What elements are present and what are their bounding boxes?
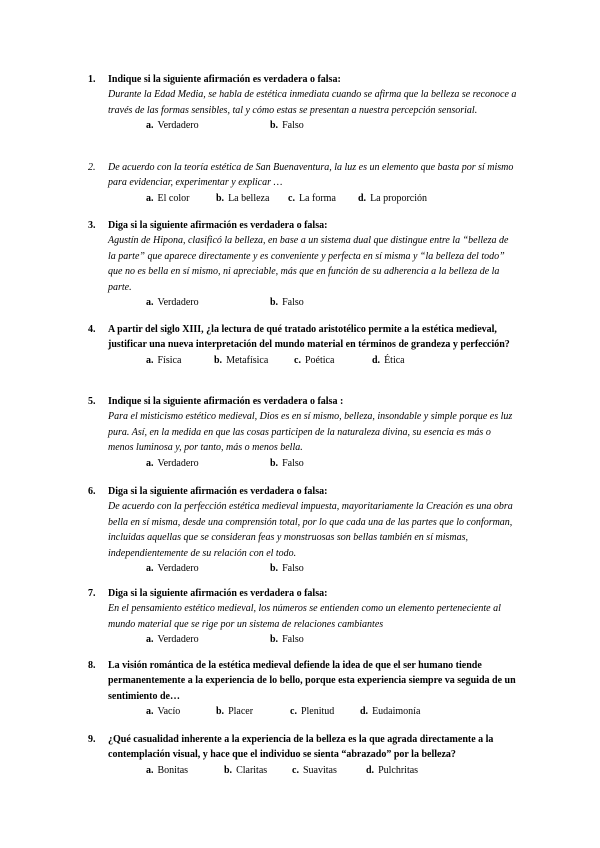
option-label: El color xyxy=(157,192,190,204)
option-letter: a. xyxy=(146,354,154,366)
question-number: 4. xyxy=(88,324,96,335)
option-letter: b. xyxy=(270,120,279,132)
option-letter: b. xyxy=(224,764,233,776)
answer-options xyxy=(128,353,518,368)
option-label: Bonitas xyxy=(157,764,189,776)
question-number: 2. xyxy=(88,162,96,173)
option-letter: b. xyxy=(216,706,225,718)
question-9 xyxy=(88,732,518,778)
option-letter: b. xyxy=(270,297,279,309)
option-b[interactable] xyxy=(270,118,304,133)
option-letter: c. xyxy=(290,706,297,718)
question-heading: Indique si la siguiente afirmación es verdadera o falsa : xyxy=(108,396,344,407)
option-label: La forma xyxy=(298,192,336,204)
option-letter: b. xyxy=(216,192,225,204)
option-b[interactable] xyxy=(214,353,268,368)
option-b[interactable] xyxy=(224,763,267,778)
question-statement: En el pensamiento estético medieval, los números se entienden como un elemento perteneciente al mundo material que se rige por un sistema de relaciones cambiantes xyxy=(108,603,501,630)
option-letter: b. xyxy=(270,563,279,575)
question-statement: Agustín de Hipona, clasificó la belleza, en base a un sistema dual que distingue entre la “belleza de la parte” que aparece directamente y es conveniente y perfecta en sí misma y “la belleza del todo” que no es bella en sí mismo, ni apreciable, más que en función de su adherencia a la belleza de la parte. xyxy=(108,235,509,293)
option-label: Suavitas xyxy=(302,764,337,776)
answer-options xyxy=(128,704,518,719)
option-b[interactable] xyxy=(270,561,304,576)
option-letter: c. xyxy=(288,192,295,204)
option-b[interactable] xyxy=(270,456,304,471)
question-4 xyxy=(88,322,518,368)
question-heading: De acuerdo con la teoría estética de San Buenaventura, la luz es un elemento que basta por sí mismo para evidenciar, experimentar y explicar … xyxy=(108,162,514,189)
option-d[interactable] xyxy=(372,353,405,368)
option-a[interactable] xyxy=(146,353,181,368)
option-label: Verdadero xyxy=(157,297,199,309)
option-label: Pulchritas xyxy=(378,764,419,776)
question-number: 5. xyxy=(88,396,96,407)
answer-options xyxy=(128,191,518,206)
option-c[interactable] xyxy=(294,353,334,368)
question-heading: Diga si la siguiente afirmación es verdadera o falsa: xyxy=(108,220,328,231)
option-label: Plenitud xyxy=(300,706,335,718)
option-letter: a. xyxy=(146,563,154,575)
option-label: Falso xyxy=(282,297,304,309)
question-number: 8. xyxy=(88,660,96,671)
option-letter: a. xyxy=(146,192,154,204)
question-5 xyxy=(88,394,518,471)
option-letter: d. xyxy=(366,764,375,776)
question-heading: Diga si la siguiente afirmación es verdadera o falsa: xyxy=(108,588,328,599)
option-label: Falso xyxy=(282,120,304,132)
option-letter: d. xyxy=(360,706,369,718)
answer-options xyxy=(128,632,518,647)
option-a[interactable] xyxy=(146,456,199,471)
option-label: Vacío xyxy=(157,706,181,718)
option-label: Física xyxy=(157,354,182,366)
option-label: Verdadero xyxy=(157,634,199,646)
option-b[interactable] xyxy=(216,704,253,719)
option-letter: a. xyxy=(146,634,154,646)
option-label: Placer xyxy=(228,706,254,718)
option-label: Verdadero xyxy=(157,457,199,469)
option-d[interactable] xyxy=(358,191,427,206)
option-letter: a. xyxy=(146,120,154,132)
option-letter: a. xyxy=(146,706,154,718)
option-a[interactable] xyxy=(146,191,189,206)
option-label: La proporción xyxy=(370,192,427,204)
answer-options xyxy=(128,118,518,133)
question-statement: De acuerdo con la perfección estética medieval impuesta, mayoritariamente la Creación es una obra bella en sí misma, desde una comprensión total, por lo que cada una de las partes que lo conforman, incluidas aquellas que se consideran feas y monstruosas son bellas también en sí mismas, independientemente de su relación con el todo. xyxy=(108,501,513,559)
question-number: 3. xyxy=(88,220,96,231)
option-label: Falso xyxy=(282,563,304,575)
option-c[interactable] xyxy=(290,704,334,719)
question-number: 7. xyxy=(88,588,96,599)
option-label: Verdadero xyxy=(157,563,199,575)
answer-options xyxy=(128,295,518,310)
question-heading: Indique si la siguiente afirmación es verdadera o falsa: xyxy=(108,74,341,85)
question-1 xyxy=(88,72,518,133)
option-a[interactable] xyxy=(146,763,188,778)
option-d[interactable] xyxy=(366,763,418,778)
question-heading: ¿Qué casualidad inherente a la experiencia de la belleza es la que agrada directamente a la contemplación visual, y hace que el individuo se sienta “abrazado” por la belleza? xyxy=(108,734,494,761)
option-label: Falso xyxy=(282,634,304,646)
option-label: Falso xyxy=(282,457,304,469)
option-letter: b. xyxy=(214,354,223,366)
option-letter: c. xyxy=(292,764,299,776)
question-7 xyxy=(88,586,518,647)
option-letter: b. xyxy=(270,634,279,646)
question-3 xyxy=(88,218,518,310)
question-statement: Durante la Edad Media, se habla de estética inmediata cuando se afirma que la belleza se reconoce a través de las formas sensibles, tal y cómo estas se presentan a nuestra percepción sensorial. xyxy=(108,89,517,116)
question-heading: La visión romántica de la estética medieval defiende la idea de que el ser humano tiende permanentemente a la experiencia de lo bello, porque esta experiencia siempre va seguida de un sentimiento de… xyxy=(108,660,516,702)
answer-options xyxy=(128,456,518,471)
option-letter: d. xyxy=(358,192,367,204)
option-letter: c. xyxy=(294,354,301,366)
option-a[interactable] xyxy=(146,704,180,719)
option-letter: a. xyxy=(146,764,154,776)
option-label: Eudaimonía xyxy=(372,706,421,718)
option-d[interactable] xyxy=(360,704,420,719)
option-a[interactable] xyxy=(146,632,199,647)
option-a[interactable] xyxy=(146,295,199,310)
option-b[interactable] xyxy=(270,295,304,310)
question-6 xyxy=(88,484,518,576)
question-number: 1. xyxy=(88,74,96,85)
answer-options xyxy=(128,561,518,576)
option-a[interactable] xyxy=(146,561,199,576)
option-letter: a. xyxy=(146,297,154,309)
option-label: Verdadero xyxy=(157,120,199,132)
option-label: La belleza xyxy=(228,192,270,204)
option-letter: a. xyxy=(146,457,154,469)
option-label: Poética xyxy=(304,354,335,366)
question-number: 6. xyxy=(88,486,96,497)
option-c[interactable] xyxy=(292,763,337,778)
option-letter: b. xyxy=(270,457,279,469)
option-b[interactable] xyxy=(216,191,269,206)
option-a[interactable] xyxy=(146,118,199,133)
option-c[interactable] xyxy=(288,191,336,206)
option-b[interactable] xyxy=(270,632,304,647)
question-number: 9. xyxy=(88,734,96,745)
question-heading: A partir del siglo XIII, ¿la lectura de qué tratado aristotélico permite a la estética medieval, justificar una nueva interpretación del mundo material en términos de grandeza y perfección? xyxy=(108,324,510,351)
option-label: Ética xyxy=(384,354,405,366)
option-label: Metafísica xyxy=(226,354,269,366)
question-heading: Diga si la siguiente afirmación es verdadera o falsa: xyxy=(108,486,328,497)
question-8 xyxy=(88,658,518,719)
question-statement: Para el misticismo estético medieval, Dios es en sí mismo, belleza, insondable y simple porque es luz pura. Así, en la medida en que las cosas participen de la naturaleza divina, su esencia es más o menos luminosa y, por tanto, más o menos bella. xyxy=(108,411,513,454)
answer-options xyxy=(128,763,518,778)
question-2 xyxy=(88,160,518,206)
option-label: Claritas xyxy=(236,764,268,776)
option-letter: d. xyxy=(372,354,381,366)
